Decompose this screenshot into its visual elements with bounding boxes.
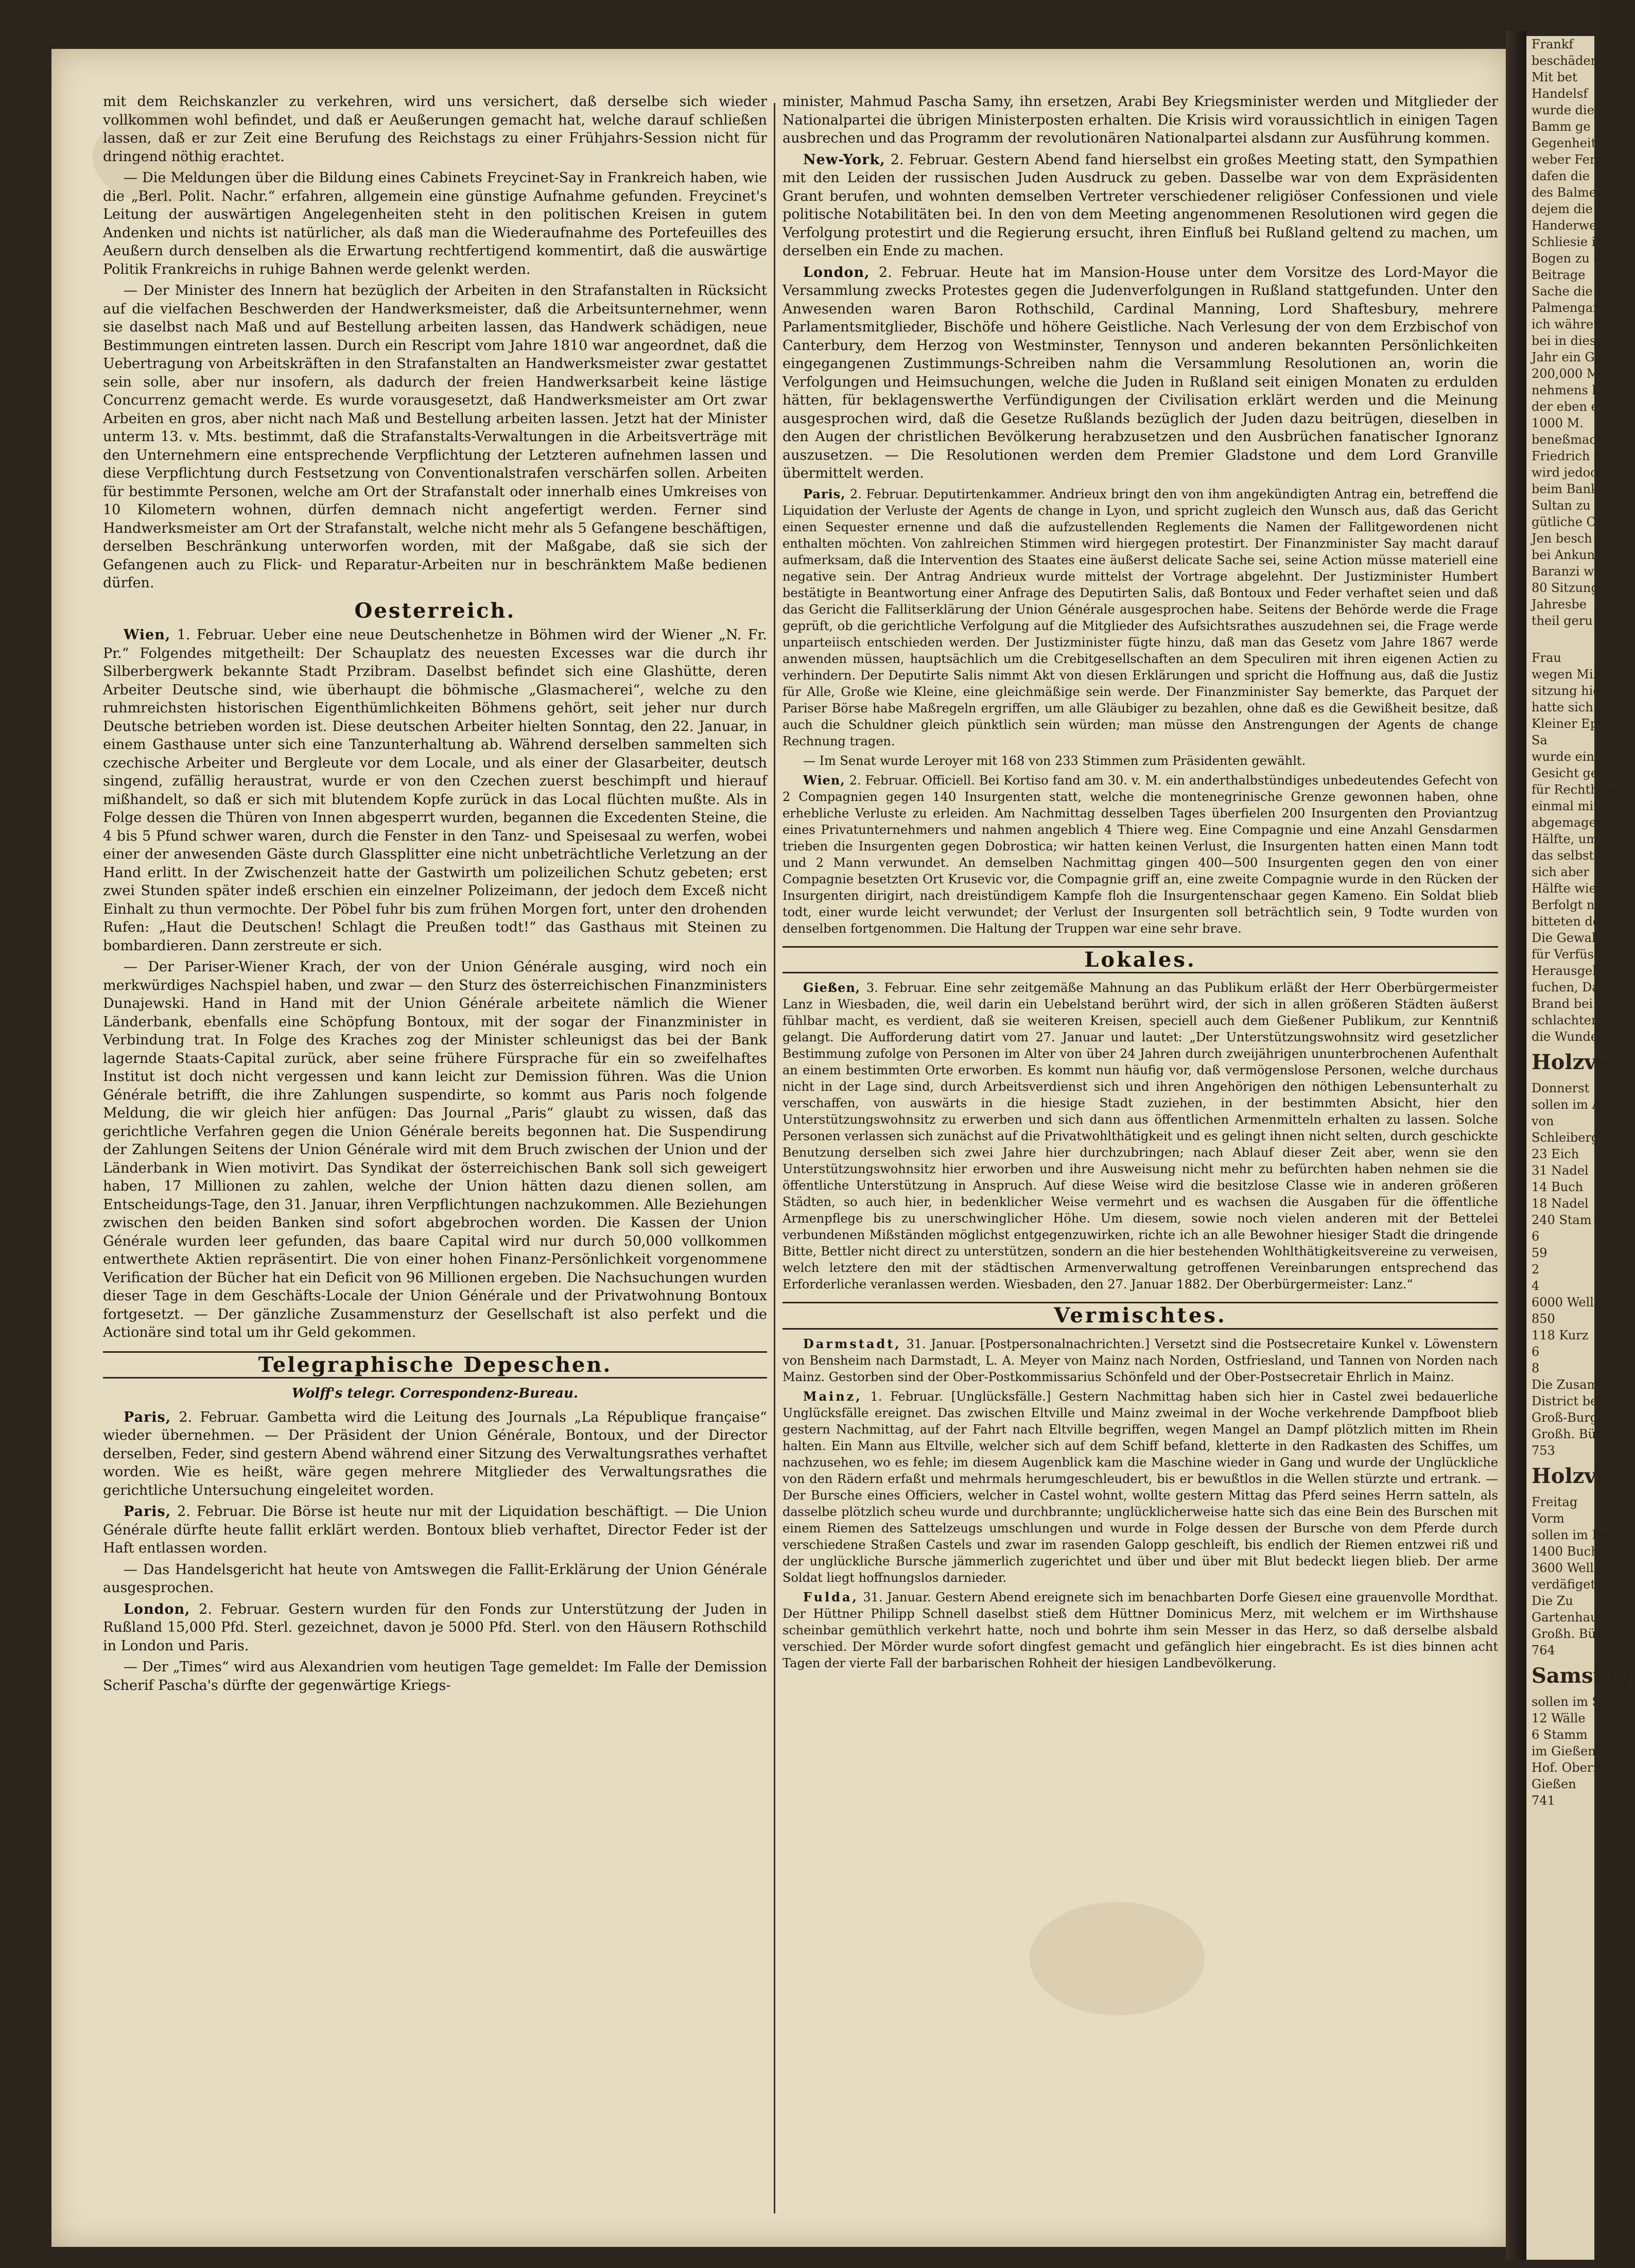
article-text: 31. Januar. Gestern Abend ereignete sich im benachbarten Dorfe Gieseл eine grauenvolle Mordthat. Der Hüttner Philipp Schnell daselbst stieß dem Hüttner Dominicus Merz, mit welchem er im Wirthshause scheinbar gemüthlich verkehrt hatte, noch und bohrte ihm sein Messer in das Herz, so daß derselbe alsbald verschied. Der Mörder wurde sofort dingfest gemacht und gefänglich hier eingebracht. Es ist dies binnen acht Tagen der vierte Fall der barbarischen Rohheit der hiesigen Landbevölkerung. <box>782 1590 1499 1670</box>
adjacent-page-line: Baranzi wi <box>1532 564 1598 579</box>
adjacent-page-line: Hälfte wie <box>1532 881 1596 896</box>
adjacent-page-line: nehmens bei <box>1532 383 1611 397</box>
adjacent-page-line: Großh. Bürg <box>1532 1427 1610 1441</box>
article-text: 2. Februar. Gestern Abend fand hierselbst ein großes Meeting statt, den Sympathien mit den Leiden der russischen Juden Ausdruck zu geben. Dasselbe war von dem Expräsidenten Grant berufen, und wohnten demselben Vertreter verschiedener religiöser Confessionen und viele politische Notabilitäten bei. In den von dem Meeting angenommenen Resolutionen wird gegen die Verfolgung protestirt und die Regierung ersucht, ihren Einfluß bei Rußland geltend zu machen, um derselben ein Ende zu machen. <box>782 151 1498 259</box>
dateline-place: Mainz, <box>803 1388 862 1404</box>
adjacent-page-line: Mit bet <box>1532 70 1577 84</box>
adjacent-page-line: beschäden <box>1532 54 1599 68</box>
dateline-place: London, <box>803 264 870 281</box>
dateline-place: Paris, <box>124 1409 171 1425</box>
adjacent-page-line: Sa <box>1532 733 1547 747</box>
adjacent-page-line: Sache die Berm <box>1532 284 1631 299</box>
adjacent-page-line: Jahresbe <box>1532 597 1587 612</box>
adjacent-page-line: Schliesie ihre <box>1532 235 1617 249</box>
adjacent-page-line: für Rechthabe <box>1532 782 1621 797</box>
article-paragraph <box>782 1336 1498 1385</box>
adjacent-page-line: 14 Buch <box>1532 1180 1584 1194</box>
adjacent-page-lines <box>1526 650 1635 1045</box>
adjacent-page-line: sitzung hier <box>1532 684 1606 698</box>
adjacent-page-line: bei Ankunft <box>1532 548 1605 562</box>
article-text: — Das Handelsgericht hat heute von Amtswegen die Fallit-Erklärung der Union Générale ausgesprochen. <box>103 1561 767 1596</box>
adjacent-page-line: dejem die Ver <box>1532 202 1618 216</box>
article-paragraph <box>103 1408 767 1500</box>
article-text: 2. Februar. Die Börse ist heute nur mit der Liquidation beschäftigt. — Die Union Générale dürfte heute fallit erklärt werden. Bontoux blieb verhaftet, Director Feder ist der Haft entlassen worden. <box>103 1504 767 1556</box>
section-subheading: Wolff's telegr. Correspondenz-Bureau. <box>291 1386 579 1401</box>
dateline-place: Gießen, <box>803 980 861 995</box>
section-heading-oesterreich: Oesterreich. <box>354 598 516 623</box>
adjacent-page-line: District bei <box>1532 1394 1602 1408</box>
adjacent-page-line: wurde ein <box>1532 749 1595 764</box>
column-rule <box>774 103 775 2213</box>
article-text: 2. Februar. Heute hat im Mansion-House unter dem Vorsitze des Lord-Mayor die Versammlung zwecks Protestes gegen die Judenverfolgungen in Rußland stattgefunden. Unter den Anwesenden waren Baron Rothschild, Cardinal Manning, Lord Shaftesbury, mehrere Parlamentsmitglieder, Bischöfe und höhere Geistliche. Nach Verlesung der von dem Erzbischof von Canterbury, dem Herzog von Westminster, Tennyson und anderen bekannten Persönlichkeiten eingegangenen Zustimmungs-Schreiben nahm die Versammlung Resolutionen an, worin die Verfolgungen und Heimsuchungen, welche die Juden in Rußland seit einigen Monaten zu erdulden hätten, für beklagenswerthe Verfündigungen der Civilisation erklärt werden und die Meinung ausgesprochen wird, daß die Gesetze Rußlands bezüglich der Juden dazu beitrügen, dieselben in den Augen der christlichen Bevölkerung herabzusetzen und den Ausbrüchen fanatischer Ignoranz auszusetzen. — Die Resolutionen werden dem Premier Gladstone und dem Lord Granville übermittelt werden. <box>782 264 1498 481</box>
article-paragraph <box>782 753 1498 769</box>
adjacent-page-line: Beitrage <box>1532 268 1586 282</box>
opening-section <box>103 93 767 592</box>
adjacent-page-heading: Holzve <box>1532 1050 1610 1074</box>
section-heading-lokales: Lokales. <box>782 946 1498 974</box>
article-text: 2. Februar. Officiell. Bei Kortiso fand am 30. v. M. ein anderthalbstündiges unbedeutendes Gefecht von 2 Compagnien gegen 140 Insurgenten statt, welche die montenegrinische Grenze gewonnen haben, ohne erhebliche Verluste zu erleiden. Am Nachmittag desselben Tages überfielen 200 Insurgenten den Proviantzug eines Privatunternehmers und nahmen angeblich 4 Thiere weg. Eine Compagnie und eine Anzahl Gensdarmen trieben die Insurgenten gegen Dobrostica; wir hatten keinen Verlust, die Insurgenten hatten einen Mann todt und 2 Mann verwundet. An demselben Nachmittag gingen 400—500 Insurgenten gegen den von einer Compagnie besetzten Ort Krusevic vor, die Compagnie griff an, eine zweite Compagnie wurde in den Rücken der Insurgenten dirigirt, nach dreistündigem Kampfe floh die Insurgentenschaar gegen Kameno. Ein Soldat blieb todt, einer wurde leicht verwundet; der Verlust der Insurgenten soll beträchtlich sein, 9 Todte wurden von denselben fortgenommen. Die Haltung der Truppen war eine sehr brave. <box>782 773 1498 936</box>
article-text: 31. Januar. [Postpersonalnachrichten.] Versetzt sind die Postsecretaire Kunkel v. Löwenstern von Bensheim nach Darmstadt, L. A. Meyer von Mainz nach Norden, Ostfriesland, und Tannen von Norden nach Mainz. Gestorben sind der Ober-Postkommissarius Schönfeld und der Ober-Postsecretair Ehrlich in Mainz. <box>782 1336 1498 1384</box>
adjacent-page-line: einmal mit <box>1532 799 1598 813</box>
adjacent-page-line: fuchen, Darm <box>1532 980 1617 995</box>
adjacent-page-line: 2 <box>1532 1262 1540 1277</box>
dateline-place: Fulda, <box>803 1589 859 1604</box>
adjacent-page-line: von <box>1532 1114 1554 1128</box>
adjacent-page-heading: Holzve <box>1532 1464 1610 1488</box>
adjacent-page-line: sich aber <box>1532 865 1589 879</box>
adjacent-page-line: 741 <box>1532 1793 1555 1808</box>
adjacent-page-line: bei in diesem <box>1532 334 1615 348</box>
adjacent-page-line: 59 <box>1532 1246 1547 1260</box>
adjacent-page-line: gütliche Ort <box>1532 515 1608 529</box>
adjacent-page-line: das selbst ein <box>1532 848 1617 863</box>
article-text: — Der Pariser-Wiener Krach, der von der Union Générale ausging, wird noch ein merkwürdiges Nachspiel haben, und zwar — den Sturz des österreichischen Finanzministers Dunajewski. Hand in Hand mit der Union Générale arbeitete nämlich die Wiener Länderbank, ebenfalls eine Schöpfung Bontoux, mit der sogar der Finanzminister in Verbindung trat. In Folge des Kraches zog der Minister schleunigst das bei der Bank lagernde Staats-Capital zurück, aber seine frühere Fürsprache für ein so zweifelhaftes Institut ist doch nicht vergessen und kann leicht zur Demission führen. Was die Union Générale betrifft, die ihre Zahlungen suspendirte, so kommt aus Paris noch folgende Meldung, die wir gleich hier anfügen: Das Journal „Paris“ glaubt zu wissen, daß das gerichtliche Verfahren gegen die Union Générale bereits begonnen hat. Die Suspendirung der Zahlungen Seitens der Union Générale wird mit dem Bruch zwischen der Union und der Länderbank in Wien motivirt. Das Syndikat der österreichischen Bank soll sich geweigert haben, 17 Millionen zu zahlen, welche der Union hätten dazu dienen sollen, am Entscheidungs-Tage, den 31. Januar, ihren Verpflichtungen nachzukommen. Alle Beziehungen zwischen den beiden Banken sind sofort abgebrochen worden. Die Kassen der Union Générale wurden leer gefunden, das baare Capital wird nur durch 50,000 vollkommen entwerthete Aktien repräsentirt. Die von einer hohen Finanz-Persönlichkeit vorgenommene Verification der Bücher hat ein Deficit von 96 Millionen ergeben. Die Nachsuchungen wurden dieser Tage in dem Geschäfts-Locale der Union Générale und der Privatwohnung Bontoux fortgesetzt. — Der gänzliche Zusammensturz der Gesellschaft ist also perfekt und die Actionäre sind total um ihr Geld gekommen. <box>103 959 767 1340</box>
adjacent-page-lines <box>1526 1694 1609 1809</box>
article-paragraph <box>782 772 1498 937</box>
adjacent-page-line: 18 Nadel <box>1532 1196 1589 1211</box>
adjacent-page-line: schlachten <box>1532 1013 1599 1027</box>
adjacent-page-line: Großh. Bürg <box>1532 1627 1610 1641</box>
adjacent-page-line: 6 <box>1532 1229 1540 1244</box>
adjacent-page-line: wurde die <box>1532 103 1594 117</box>
adjacent-page-line: des Balmengar <box>1532 185 1626 200</box>
adjacent-page-line: 4 <box>1532 1279 1540 1293</box>
adjacent-page-line: 8 <box>1532 1361 1540 1375</box>
article-text: — Im Senat wurde Leroyer mit 168 von 233 Stimmen zum Präsidenten gewählt. <box>803 753 1306 768</box>
article-paragraph <box>782 980 1498 1293</box>
adjacent-page-line: Groß-Burg <box>1532 1410 1598 1425</box>
adjacent-page-line: Gesicht gesamm <box>1532 766 1635 780</box>
adjacent-page-line: Jen besch <box>1532 531 1592 546</box>
adjacent-page-line: beim Bank <box>1532 482 1598 496</box>
article-paragraph: mit dem Reichskanzler zu verkehren, wird uns versichert, daß derselbe sich wieder vollkommen wohl befindet, und daß er Aeußerungen gemacht hat, welche darauf schließen lassen, daß er zur Zeit eine Berufung des Reichstags zu einer Frühjahrs-Session nicht für dringend nöthig erachtet. <box>103 94 767 165</box>
right-column <box>782 93 1498 2206</box>
article-paragraph <box>782 1589 1498 1671</box>
dateline-place: Paris, <box>803 486 846 501</box>
dateline-place: Darmstadt, <box>803 1336 901 1351</box>
adjacent-page-line: 3600 Well <box>1532 1561 1594 1575</box>
article-text: minister, Mahmud Pascha Samy, ihn ersetzen, Arabi Bey Kriegsminister werden und Mitglieder der Nationalpartei die übrigen Ministerposten erhalten. Die Krisis wird voraussichtlich in einigen Tagen ausbrechen und das Programm der revolutionären Nationalpartei alsdann zur Ausführung kommen. <box>782 94 1498 146</box>
adjacent-page-line: 6 Stamm <box>1532 1728 1588 1742</box>
adjacent-page-line: 118 Kurz <box>1532 1328 1589 1342</box>
article-text: 2. Februar. Deputirtenkammer. Andrieux bringt den von ihm angekündigten Antrag ein, betreffend die Liquidation der Verluste der Agents de change in Lyon, und spricht zugleich den Wunsch aus, daß das Gericht einen Sequester ernenne und daß die aufzustellenden Reglements die Namen der Fallitgewordenen nicht enthalten möchten. Von zahlreichen Stimmen wird hiergegen protestirt. Der Finanzminister Say macht darauf aufmerksam, daß die Intervention des Staates eine äußerst delicate Sache sei, seine Action müsse materiell eine negative sein. Der Antrag Andrieux wurde mittelst der Vortrage abgelehnt. Der Justizminister Humbert bestätigte in Beantwortung einer Anfrage des Deputirten Salis, daß Bontoux und Feder verhaftet seien und daß das Gericht die Fallitserklärung der Union Générale ausgesprochen habe. Seitens der Behörde werde die Frage geprüft, ob die gerichtliche Verfolgung auf die Mitglieder des Aufsichtsrathes auszudehnen sei, die Frage werde unparteiisch entschieden werden. Der Justizminister fügte hinzu, daß man das Gesetz vom Jahre 1867 werde anwenden müssen, hauptsächlich um die Crebitgesellschaften an dem Speculiren mit ihren eigenen Actien zu verhindern. Der Deputirte Salis nimmt Akt von diesen Erklärungen und spricht die Hoffnung aus, daß die Justiz für Alle, Große wie Kleine, eine gleichmäßige sein werde. Der Finanzminister Say bemerkte, das Parquet der Pariser Börse habe Maßregeln ergriffen, um alle Gläubiger zu bezahlen, ohne daß es die Gewißheit besitze, daß auch die Schuldner gleich pünktlich sein würden; man müsse den Anstrengungen der Agents de change Rechnung tragen. <box>782 486 1498 748</box>
adjacent-page-line: für Verfüssen <box>1532 947 1615 962</box>
adjacent-page-line: Jahr ein Ge <box>1532 350 1602 364</box>
article-paragraph <box>103 626 767 955</box>
adjacent-page-line: Brand bei <box>1532 997 1593 1011</box>
adjacent-page-line: Handerweit <box>1532 218 1606 233</box>
section-heading-telegraphische: Telegraphische Depeschen. <box>103 1351 767 1379</box>
article-paragraph <box>103 1503 767 1558</box>
article-paragraph <box>103 958 767 1342</box>
article-paragraph <box>782 264 1498 483</box>
adjacent-page-lines <box>1526 1080 1611 1459</box>
adjacent-page-line: Bamm ge <box>1532 119 1591 134</box>
article-paragraph <box>103 1658 767 1695</box>
adjacent-page-line: Frau <box>1532 651 1561 665</box>
article-text: 1. Februar. [Unglücksfälle.] Gestern Nachmittag haben sich hier in Castel zwei bedauerliche Unglücksfälle ereignet. Das zwischen Eltville und Mainz zweimal in der Woche verkehrende Dampfboot blieb gestern Nachmittag, auf der Fahrt nach Eltville begriffen, wegen Mangel an Dampf plötzlich mitten im Rhein halten. Ein Mann aus Eltville, welcher sich auf dem Schiff befand, kletterte in den Radkasten des Schiffes, um nachzusehen, wo es fehle; im diesem Augenblick kam die Maschine wieder in Gang und wurde der Unglückliche von den Rädern erfaßt und mehrmals herumgeschleudert, bis er bewußtlos in die Wellen stürzte und ertrank. — Der Bursche eines Officiers, welcher in Castel wohnt, wollte gestern Mittag das Pferd seines Herrn satteln, als dasselbe plötzlich scheu wurde und durchbrannte; unglücklicherweise hatte sich das eine Bein des Burschen mit einem Riemen des Sattelzeugs umschlungen und wurde in Folge dessen der Bursche von dem Pferde durch verschiedene Straßen Castels und zwar im rasenden Galopp geschleift, bis endlich der Riemen entzwei riß und der unglückliche Bursche jämmerlich zugerichtet und über und über mit Blut bedeckt liegen blieb. Der arme Soldat liegt hoffnungslos darnieder. <box>782 1389 1498 1585</box>
adjacent-page-line: 12 Wälle <box>1532 1711 1586 1725</box>
adjacent-page-line: Herausgeb <box>1532 964 1601 978</box>
adjacent-page-line: 6000 Well <box>1532 1295 1594 1310</box>
dateline-place: London, <box>124 1601 190 1617</box>
adjacent-page-line: Sultan zu <box>1532 498 1591 513</box>
dateline-place: Wien, <box>124 627 171 643</box>
adjacent-page-line: 6 <box>1532 1345 1540 1359</box>
adjacent-page-line: der eben er <box>1532 399 1605 414</box>
article-paragraph <box>103 1561 767 1597</box>
adjacent-page-line: Gießen <box>1532 1777 1576 1791</box>
dateline-place: Paris, <box>124 1504 171 1520</box>
article-text: 1. Februar. Ueber eine neue Deutschenhetze in Böhmen wird der Wiener „N. Fr. Pr.“ Folgendes mitgetheilt: Der Schauplatz des neuesten Excesses war die durch ihr Silberbergwerk bekannte Stadt Przibram. Daselbst befindet sich eine Glashütte, deren Arbeiter Deutsche sind, wie überhaupt die böhmische „Glasmacherei“, welche zu den ruhmreichsten historischen Eigenthümlichkeiten Böhmens gehört, seit jeher nur durch Deutsche betrieben worden ist. Diese deutschen Arbeiter hielten Sonntag, den 22. Januar, in einem Gasthause unter sich eine Tanzunterhaltung ab. Während derselben sammelten sich czechische Arbeiter und Bergleute vor dem Locale, und als einer der Glasarbeiter, deutsch singend, zufällig heraustrat, wurde er von den Czechen zuerst beschimpft und hierauf mißhandelt, so daß er sich mit blutendem Kopfe zurück in das Local flüchten mußte. Als in Folge dessen die Thüren von Innen abgesperrt wurden, begannen die Excedenten Steine, die 4 bis 5 Pfund schwer waren, durch die Fenster in den Tanz- und Speisesaal zu werfen, wobei einer der anwesenden Gäste durch Glassplitter eine nicht unbeträchtliche Verletzung an der Hand erlitt. In der Zwischenzeit hatte der Gastwirth um polizeilichen Schutz gebeten; erst zwei Stunden später indeß erschien ein einzelner Polizeimann, der jedoch dem Exceß nicht Einhalt zu thun vermochte. Der Pöbel fuhr bis zum frühen Morgen fort, unter den drohenden Rufen: „Haut die Deutschen! Schlagt die Preußen todt!“ das Gasthaus mit Steinen zu bombardieren. Dann zerstreute er sich. <box>103 627 767 954</box>
adjacent-page-line: Die Zu <box>1532 1594 1573 1608</box>
adjacent-page-line: Palmengart ne <box>1532 301 1623 315</box>
adjacent-page-line: Hof. Obernh <box>1532 1760 1609 1775</box>
adjacent-page-line: bitteten der <box>1532 914 1606 929</box>
adjacent-page-line: die Wunde <box>1532 1030 1598 1044</box>
adjacent-page-line: Schleiberg <box>1532 1130 1599 1145</box>
adjacent-page-line: Gartenhaus <box>1532 1610 1605 1625</box>
adjacent-page-line: Die Zusamm <box>1532 1377 1611 1392</box>
adjacent-page-line: Freitag <box>1532 1495 1578 1509</box>
adjacent-page-line: beneßmachen <box>1532 432 1620 447</box>
adjacent-page-line: Berfolgt nu <box>1532 898 1603 912</box>
article-paragraph: — Der Minister des Innern hat bezüglich der Arbeiten in den Strafanstalten in Rücksicht auf die vielfachen Beschwerden der Handwerksmeister, daß die Arbeitsunternehmer, wenn sie daselbst nach Maß und auf Bestellung arbeiten lassen, das Handwerk schädigen, neue Bestimmungen eintreten lassen. Durch ein Rescript vom Jahre 1810 war angeordnet, daß die Uebertragung von Arbeitskräften in den Strafanstalten an Handwerksmeister zwar gestattet sein solle, aber nur insofern, als dadurch der freien Handwerksarbeit keine lästige Concurrenz gemacht werde. Es wurde vorausgesetzt, daß Handwerksmeister am Ort zwar Arbeiten en gros, aber nicht nach Maß und Bestellung arbeiten lassen. Jetzt hat der Minister unterm 13. v. Mts. bestimmt, daß die Strafanstalts-Verwaltungen in die Arbeitsverträge mit den Unternehmern eine entsprechende Verpflichtung der Letzteren aufnehmen lassen und diese Verpflichtung durch Festsetzung von Conventionalstrafen verschärfen sollen. Arbeiten für bestimmte Personen, welche am Ort der Strafanstalt oder innerhalb eines Umkreises von 10 Kilometern wohnen, dürfen demnach nicht angefertigt werden. Ferner sind Handwerksmeister am Ort der Strafanstalt, welche nicht mehr als 5 Gefangene beschäftigen, derselben Beschränkung unterworfen worden, mit der Maßgabe, daß sie sich der Gefangenen auch zu Flick- und Reparatur-Arbeiten nur in beschränktem Maße bedienen dürfen. <box>103 283 767 591</box>
adjacent-page-line: Bogen zu den <box>1532 251 1617 266</box>
adjacent-page-line: hatte sich <box>1532 700 1593 714</box>
adjacent-page-line: sollen im Ab <box>1532 1097 1609 1112</box>
article-paragraph <box>103 1600 767 1655</box>
article-text: 3. Februar. Eine sehr zeitgemäße Mahnung an das Publikum erläßt der Herr Oberbürgermeister Lanz in Wiesbaden, die, weil darin ein Uebelstand berührt wird, der sich in allen größeren Städten äußerst fühlbar macht, es verdient, daß sie weiteren Kreisen, speciell auch dem Gießener Publikum, zur Kenntniß gelangt. Die Aufforderung datirt vom 27. Januar und lautet: „Der Unterstützungswohnsitz wird gesetzlicher Bestimmung zufolge von Personen im Alter von über 24 Jahren durch zweijährigen ununterbrochenen Aufenthalt an einem bestimmten Orte erworben. Es kommt nun häufig vor, daß vermögenslose Personen, welche durchaus nicht in der Lage sind, durch Arbeitsverdienst sich und ihren Angehörigen den nöthigen Lebensunterhalt zu verschaffen, von auswärts in die hiesige Stadt zuziehen, in der bestimmten Absicht, hier den Unterstützungswohnsitz zu erwerben und sich dann aus öffentlichen Armenmitteln erhalten zu lassen. Solche Personen verlassen sich zunächst auf die Privatwohlthätigkeit und es gelingt ihnen nicht selten, durch geschickte Benutzung derselben sich zwei Jahre hier durchzubringen; nach Ablauf dieser Zeit aber, wenn sie den Unterstützungswohnsitz hier erworben und ihre Ausweisung nicht mehr zu befürchten haben nehmen sie die öffentliche Unterstützung in Anspruch. Auf diese Weise wird die besitzlose Classe wie in anderen größeren Städten, so auch hier, in bedenklicher Weise vermehrt und es wachsen die Ausgaben für die öffentliche Armenpflege bis zu unerschwinglicher Höhe. Um diesem, sowie noch vielen anderen mit der Bettelei verbundenen Mißständen möglichst entgegenzuwirken, richte ich an alle Bewohner hiesiger Stadt die dringende Bitte, Bettler nicht direct zu unterstützen, sondern an die hier bestehenden Wohlthätigkeitsvereine zu verweisen, welch letztere den mit der städtischen Armenverwaltung getroffenen Vereinbarungen entsprechend das Erforderliche veranlassen werden. Wiesbaden, den 27. Januar 1882. Der Oberbürgermeister: Lanz.“ <box>782 981 1498 1292</box>
adjacent-page-line: abgemagerter <box>1532 815 1621 830</box>
adjacent-page-line: 200,000 M. <box>1532 367 1604 381</box>
adjacent-page-line: 23 Eich <box>1532 1147 1579 1161</box>
adjacent-page-line: ich während <box>1532 317 1610 332</box>
adjacent-page-line: 31 Nadel <box>1532 1163 1589 1178</box>
adjacent-page-line: Hälfte, um <box>1532 832 1598 846</box>
adjacent-page-line: weber Ferm <box>1532 152 1608 167</box>
dateline-place: New-York, <box>803 151 885 168</box>
article-paragraph: — Die Meldungen über die Bildung eines Cabinets Freycinet-Say in Frankreich haben, wie die „Berl. Polit. Nachr.“ erfahren, allgemein eine günstige Aufnahme gefunden. Freycinet's Leitung der auswärtigen Angelegenheiten steht in den politischen Kreisen in gutem Andenken und nichts ist natürlicher, als daß man die Wiederaufnahme des Portefeuilles des Aeußern durch denselben als die Erwartung rechtfertigend kommentirt, daß die auswärtige Politik Frankreichs in ruhige Bahnen werde gelenkt werden. <box>103 170 767 277</box>
adjacent-page-line: Donnerst <box>1532 1081 1590 1095</box>
adjacent-page-line: theil geru Ver <box>1532 614 1618 628</box>
article-text: — Der „Times“ wird aus Alexandrien vom heutigen Tage gemeldet: Im Falle der Demission Scherif Pascha's dürfte der gegenwärtige Kriegs- <box>103 1659 767 1694</box>
adjacent-page-line: 1000 M. <box>1532 416 1584 430</box>
adjacent-page-line: Gegenheit <box>1532 136 1596 150</box>
article-text: 2. Februar. Gestern wurden für den Fonds zur Unterstützung der Juden in Rußland 15,000 Pfd. Sterl. gezeichnet, davon je 5000 Pfd. Sterl. von den Häusern Rothschild in London und Paris. <box>103 1601 767 1654</box>
article-paragraph <box>782 151 1498 260</box>
article-paragraph <box>782 1388 1498 1586</box>
adjacent-page-line: wird jedoch <box>1532 465 1606 480</box>
adjacent-page-line: Handelsf <box>1532 86 1588 101</box>
adjacent-page-line: Friedrich Mi <box>1532 449 1611 463</box>
adjacent-page-line: wegen Mißh <box>1532 667 1610 682</box>
adjacent-page-line: Die Gewaltschei <box>1532 931 1633 945</box>
adjacent-page-line: Frankf <box>1532 37 1574 51</box>
adjacent-page-line: Kleiner Ep <box>1532 717 1598 731</box>
article-text: 2. Februar. Gambetta wird die Leitung des Journals „La République française“ wieder übernehmen. — Der Präsident der Union Générale, Bontoux, und der Director derselben, Feder, sind gestern Abend während einer Sitzung des Verwaltungsrathes verhaftet worden. Wie es heißt, wäre gegen mehrere Mitglieder des Verwaltungsrathes die gerichtliche Untersuchung eingeleitet worden. <box>103 1409 767 1498</box>
article-paragraph <box>782 93 1498 148</box>
page-fold <box>1506 31 1526 2260</box>
section-heading-vermischtes: Vermischtes. <box>782 1302 1498 1330</box>
article-paragraph <box>782 486 1498 749</box>
adjacent-page-line: dafen die <box>1532 169 1590 183</box>
adjacent-page-line: im Gießen <box>1532 1744 1596 1758</box>
adjacent-page-lines <box>1526 36 1631 629</box>
left-column <box>103 93 767 2206</box>
dateline-place: Wien, <box>803 772 845 788</box>
adjacent-page-line: 1400 Buchen <box>1532 1544 1614 1559</box>
adjacent-page-line: Vorm <box>1532 1511 1564 1526</box>
adjacent-page-line: sollen im Sa <box>1532 1695 1608 1709</box>
adjacent-page-heading: Samstag <box>1532 1664 1631 1688</box>
adjacent-page-line: 850 <box>1532 1312 1555 1326</box>
adjacent-page-fragment <box>1526 36 1635 2260</box>
adjacent-page-lines <box>1526 1494 1614 1659</box>
adjacent-page-line: 240 Stam <box>1532 1213 1592 1227</box>
adjacent-page-line: 80 Sitzung <box>1532 581 1599 595</box>
adjacent-page-line: 764 <box>1532 1643 1555 1658</box>
adjacent-page-line: sollen im Ber <box>1532 1528 1614 1542</box>
adjacent-page-line: 753 <box>1532 1443 1555 1458</box>
adjacent-page-line: verdäfiget m <box>1532 1577 1611 1592</box>
